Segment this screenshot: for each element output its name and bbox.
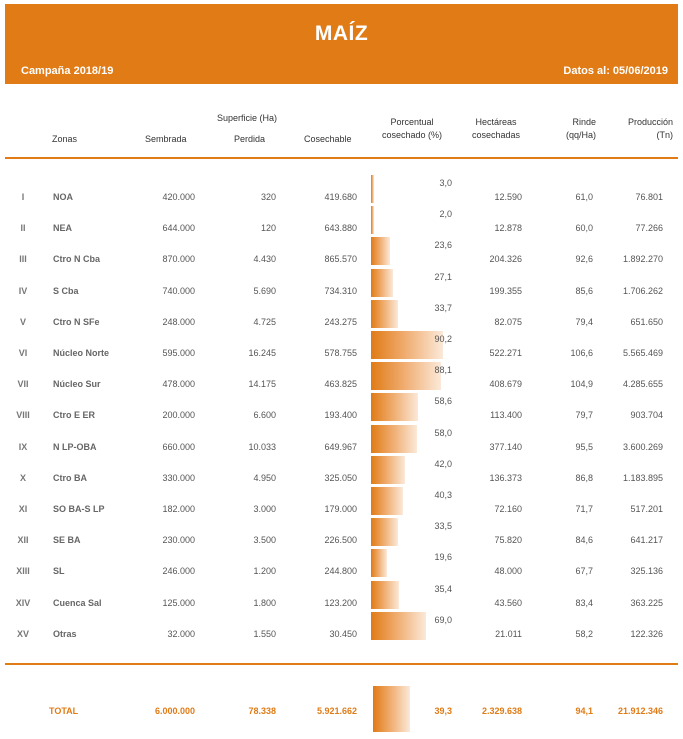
rinde-value: 85,6 — [575, 285, 593, 296]
rinde-value: 84,6 — [575, 535, 593, 546]
hectareas-value: 377.140 — [489, 441, 522, 452]
hectareas-value: 408.679 — [489, 379, 522, 390]
sembrada-value: 870.000 — [162, 254, 195, 265]
sembrada-value: 200.000 — [162, 410, 195, 421]
sembrada-value: 125.000 — [162, 597, 195, 608]
rinde-value: 60,0 — [575, 223, 593, 234]
cosechable-value: 419.680 — [324, 192, 357, 202]
zone-name: NOA — [53, 192, 73, 202]
col-porcentual-2: cosechado (%) — [381, 130, 443, 140]
cosechable-value: 179.000 — [324, 504, 357, 514]
zone-number: IX — [18, 441, 28, 452]
pct-value: 58,6 — [434, 396, 452, 407]
pct-value: 88,1 — [434, 365, 452, 376]
col-porcentual-1: Porcentual — [390, 117, 434, 127]
pct-value: 90,2 — [434, 334, 452, 344]
pct-value: 33,7 — [434, 302, 452, 313]
zone-name: SL — [53, 566, 65, 577]
data-date-label: Datos al: 05/06/2019 — [563, 65, 668, 77]
zone-number: V — [19, 316, 26, 327]
rinde-value: 71,7 — [575, 504, 593, 514]
zone-name: N LP-OBA — [53, 441, 97, 452]
cosechable-value: 865.570 — [324, 254, 357, 265]
zone-number: XI — [18, 504, 28, 514]
rinde-value: 92,6 — [575, 254, 593, 265]
col-produccion-1: Producción — [627, 117, 673, 127]
col-rinde-2: (qq/Ha) — [565, 130, 596, 140]
cosechable-value: 325.050 — [324, 472, 357, 483]
sembrada-value: 32.000 — [167, 628, 195, 639]
hectareas-value: 82.075 — [494, 316, 522, 327]
pct-value: 35,4 — [434, 583, 452, 594]
page-title: MAÍZ — [314, 22, 369, 45]
produccion-value: 1.183.895 — [622, 472, 663, 483]
produccion-value: 3.600.269 — [622, 441, 663, 452]
perdida-value: 3.000 — [253, 504, 276, 514]
col-rinde-1: Rinde — [572, 117, 596, 127]
zone-number: XIII — [16, 566, 30, 577]
zone-name: Núcleo Sur — [53, 379, 101, 390]
cosechable-value: 243.275 — [324, 316, 357, 327]
col-produccion-2: (Tn) — [656, 130, 673, 140]
perdida-value: 1.800 — [253, 597, 276, 608]
cosechable-value: 649.967 — [324, 441, 357, 452]
sembrada-value: 740.000 — [162, 285, 195, 296]
col-superficie: Superficie (Ha) — [217, 113, 278, 123]
zone-name: SO BA-S LP — [53, 504, 105, 514]
zone-number: IV — [18, 285, 28, 296]
pct-bar — [371, 175, 374, 203]
col-hectareas-1: Hectáreas — [475, 117, 517, 127]
col-cosechable: Cosechable — [304, 134, 352, 144]
zone-name: Ctro E ER — [53, 410, 96, 421]
hectareas-value: 75.820 — [494, 535, 522, 546]
sembrada-value: 246.000 — [162, 566, 195, 577]
zone-number: II — [20, 223, 26, 234]
zone-number: XV — [16, 628, 29, 639]
perdida-value: 320 — [260, 192, 276, 202]
perdida-value: 6.600 — [253, 410, 276, 421]
col-sembrada: Sembrada — [145, 134, 187, 144]
zone-name: NEA — [53, 223, 73, 234]
zone-number: XIV — [15, 597, 31, 608]
perdida-value: 120 — [260, 223, 276, 234]
cosechable-value: 463.825 — [324, 379, 357, 390]
hectareas-value: 21.011 — [495, 628, 522, 639]
zone-name: Cuenca Sal — [53, 597, 102, 608]
col-perdida: Perdida — [234, 134, 266, 144]
total-hectareas: 2.329.638 — [481, 706, 522, 716]
rinde-value: 79,7 — [575, 410, 593, 421]
perdida-value: 4.725 — [253, 316, 276, 327]
cosechable-value: 578.755 — [324, 348, 357, 358]
zone-number: X — [19, 472, 26, 483]
cosechable-value: 734.310 — [324, 285, 357, 296]
col-zonas: Zonas — [52, 134, 78, 144]
cosechable-value: 244.800 — [324, 566, 357, 577]
rinde-value: 86,8 — [575, 472, 593, 483]
produccion-value: 76.801 — [635, 192, 663, 202]
total-rinde: 94,1 — [575, 706, 593, 716]
pct-value: 27,1 — [434, 271, 452, 282]
zone-name: Núcleo Norte — [53, 348, 110, 358]
zone-number: VIII — [16, 410, 30, 421]
hectareas-value: 12.590 — [494, 192, 522, 202]
hectareas-value: 113.400 — [490, 410, 522, 421]
total-cosechable: 5.921.662 — [316, 706, 357, 716]
zone-number: I — [21, 192, 25, 202]
perdida-value: 4.430 — [253, 254, 276, 265]
pct-bar — [371, 487, 403, 515]
cosechable-value: 30.450 — [329, 628, 357, 639]
rinde-value: 106,6 — [570, 348, 593, 358]
perdida-value: 1.200 — [253, 566, 276, 577]
zone-number: VII — [17, 379, 29, 390]
pct-value: 40,3 — [434, 490, 452, 500]
campaign-label: Campaña 2018/19 — [21, 65, 114, 77]
pct-bar — [371, 581, 399, 609]
produccion-value: 1.706.262 — [622, 285, 663, 296]
header-divider — [5, 157, 678, 159]
perdida-value: 5.690 — [253, 285, 276, 296]
pct-bar — [371, 206, 374, 234]
zone-name: Ctro N Cba — [53, 254, 100, 265]
hectareas-value: 43.560 — [494, 597, 522, 608]
zone-name: SE BA — [53, 535, 81, 546]
zone-number: XII — [17, 535, 29, 546]
zone-number: III — [19, 254, 27, 265]
perdida-value: 14.175 — [248, 379, 276, 390]
pct-bar — [371, 269, 393, 297]
zone-name: Otras — [53, 628, 77, 639]
produccion-value: 1.892.270 — [622, 254, 663, 265]
perdida-value: 1.550 — [253, 628, 276, 639]
pct-value: 3,0 — [439, 178, 452, 188]
perdida-value: 10.033 — [248, 441, 276, 452]
header-banner — [5, 4, 678, 84]
produccion-value: 651.650 — [630, 316, 663, 327]
hectareas-value: 204.326 — [489, 254, 522, 265]
produccion-value: 903.704 — [630, 410, 663, 421]
sembrada-value: 420.000 — [162, 192, 195, 202]
col-hectareas-2: cosechadas — [471, 130, 521, 140]
rinde-value: 95,5 — [575, 441, 593, 452]
total-pct: 39,3 — [434, 706, 452, 716]
hectareas-value: 72.160 — [494, 504, 522, 514]
sembrada-value: 660.000 — [162, 441, 195, 452]
sembrada-value: 330.000 — [162, 472, 195, 483]
pct-bar — [371, 518, 398, 546]
pct-value: 42,0 — [434, 458, 452, 469]
sembrada-value: 595.000 — [162, 348, 195, 358]
sembrada-value: 478.000 — [162, 379, 195, 390]
produccion-value: 122.326 — [630, 628, 663, 639]
cosechable-value: 123.200 — [324, 597, 357, 608]
rinde-value: 83,4 — [575, 597, 593, 608]
cosechable-value: 643.880 — [324, 223, 357, 234]
total-perdida: 78.338 — [248, 706, 276, 716]
rinde-value: 104,9 — [570, 379, 593, 390]
zone-number: VI — [18, 348, 28, 358]
zone-name: Ctro N SFe — [53, 316, 100, 327]
rinde-value: 58,2 — [575, 628, 593, 639]
produccion-value: 5.565.469 — [622, 348, 663, 358]
cosechable-value: 193.400 — [324, 410, 357, 421]
produccion-value: 325.136 — [630, 566, 663, 577]
perdida-value: 4.950 — [253, 472, 276, 483]
pct-value: 23,6 — [434, 240, 452, 251]
perdida-value: 3.500 — [253, 535, 276, 546]
perdida-value: 16.245 — [248, 348, 276, 358]
pct-value: 58,0 — [434, 427, 452, 438]
total-divider — [5, 663, 678, 665]
hectareas-value: 522.271 — [489, 348, 522, 358]
cosechable-value: 226.500 — [324, 535, 357, 546]
sembrada-value: 182.000 — [162, 504, 195, 514]
zone-name: S Cba — [53, 285, 79, 296]
total-label: TOTAL — [49, 706, 79, 716]
hectareas-value: 136.373 — [489, 472, 522, 483]
rinde-value: 67,7 — [575, 566, 593, 577]
rinde-value: 61,0 — [575, 192, 593, 202]
hectareas-value: 48.000 — [494, 566, 522, 577]
produccion-value: 4.285.655 — [622, 379, 663, 390]
rinde-value: 79,4 — [575, 316, 593, 327]
produccion-value: 363.225 — [630, 597, 663, 608]
pct-bar — [371, 549, 387, 577]
produccion-value: 77.266 — [635, 223, 663, 234]
sembrada-value: 644.000 — [162, 223, 195, 234]
sembrada-value: 248.000 — [162, 316, 195, 327]
hectareas-value: 12.878 — [494, 223, 522, 234]
sembrada-value: 230.000 — [162, 535, 195, 546]
pct-bar — [371, 300, 398, 328]
pct-value: 19,6 — [434, 552, 452, 563]
pct-value: 2,0 — [439, 209, 452, 220]
total-sembrada: 6.000.000 — [154, 706, 195, 716]
produccion-value: 517.201 — [630, 504, 663, 514]
zone-name: Ctro BA — [53, 472, 87, 483]
produccion-value: 641.217 — [630, 535, 663, 546]
total-produccion: 21.912.346 — [617, 706, 663, 716]
pct-value: 69,0 — [434, 614, 452, 625]
pct-bar — [371, 237, 390, 265]
pct-value: 33,5 — [434, 521, 452, 532]
hectareas-value: 199.355 — [489, 285, 522, 296]
